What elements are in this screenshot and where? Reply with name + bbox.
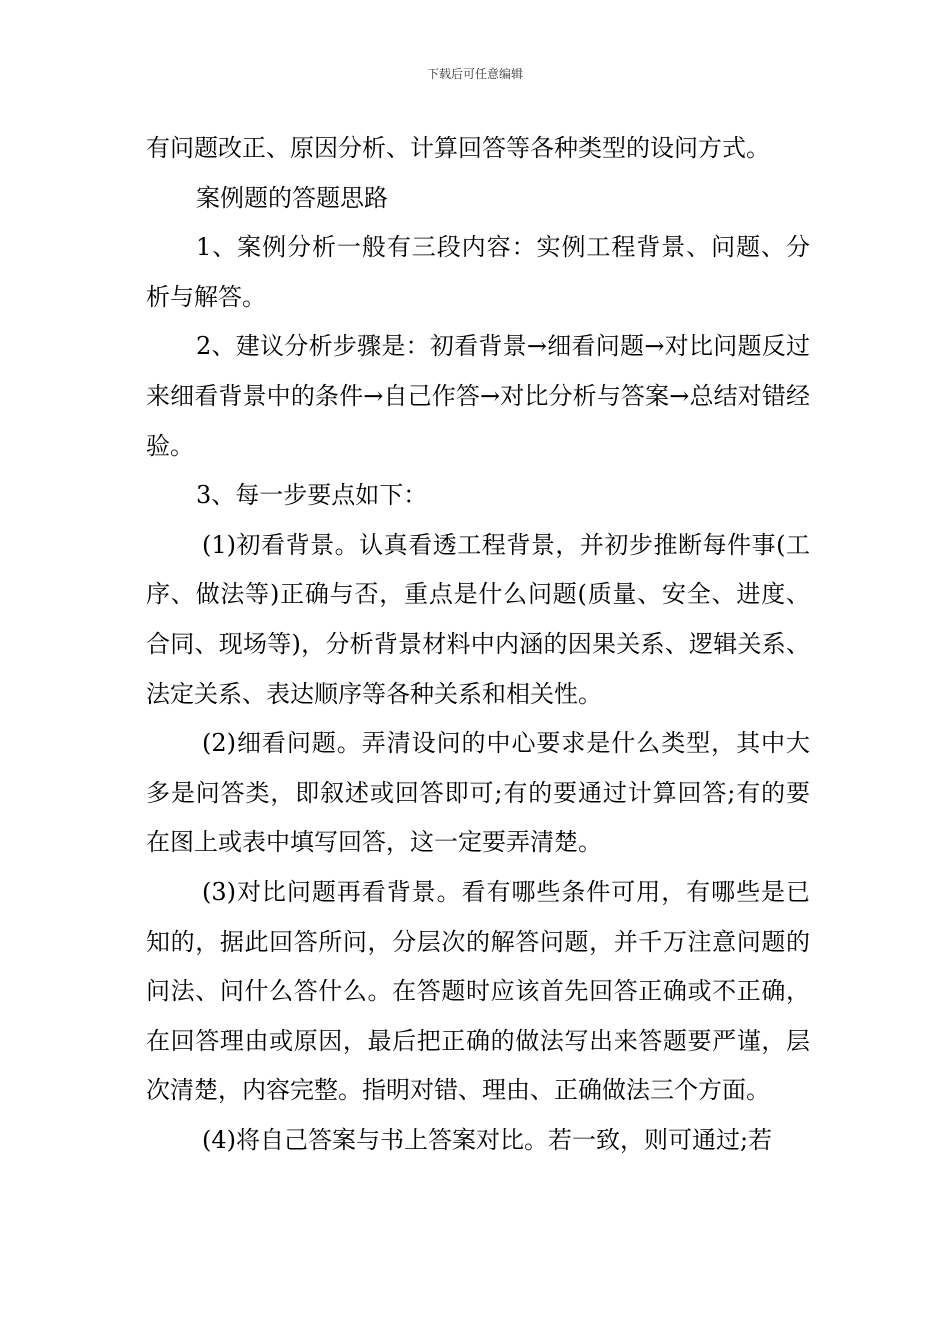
paragraph-step-2: (2)细看问题。弄清设问的中心要求是什么类型，其中大多是问答类，即叙述或回答即可;有的要通过计算回答;有的要在图上或表中填写回答，这一定要弄清楚。 xyxy=(146,729,810,857)
paragraph-step-1: (1)初看背景。认真看透工程背景，并初步推断每件事(工序、做法等)正确与否，重点是什么问题(质量、安全、进度、合同、现场等)，分析背景材料中内涵的因果关系、逻辑关系、法定关系、表达顺序等各种关系和相关性。 xyxy=(146,530,810,708)
page-header-note: 下载后可任意编辑 xyxy=(426,67,523,81)
section-heading: 案例题的答题思路 xyxy=(196,183,388,212)
paragraph-point-3: 3、每一步要点如下： xyxy=(196,481,428,510)
paragraph-step-4: (4)将自己答案与书上答案对比。若一致，则可通过;若 xyxy=(202,1125,773,1154)
paragraph-point-1: 1、案例分析一般有三段内容：实例工程背景、问题、分析与解答。 xyxy=(146,233,810,311)
document-body xyxy=(146,124,810,1165)
paragraph-step-3: (3)对比问题再看背景。看有哪些条件可用，有哪些是已知的，据此回答所问，分层次的解答问题，并千万注意问题的问法、问什么答什么。在答题时应该首先回答正确或不正确，在回答理由或原因，最后把正确的做法写出来答题要严谨，层次清楚，内容完整。指明对错、理由、正确做法三个方面。 xyxy=(146,877,810,1105)
paragraph-continuation: 有问题改正、原因分析、计算回答等各种类型的设问方式。 xyxy=(146,134,770,162)
paragraph-point-2: 2、建议分析步骤是：初看背景→细看问题→对比问题反过来细看背景中的条件→自己作答→对比分析与答案→总结对错经验。 xyxy=(146,332,810,460)
